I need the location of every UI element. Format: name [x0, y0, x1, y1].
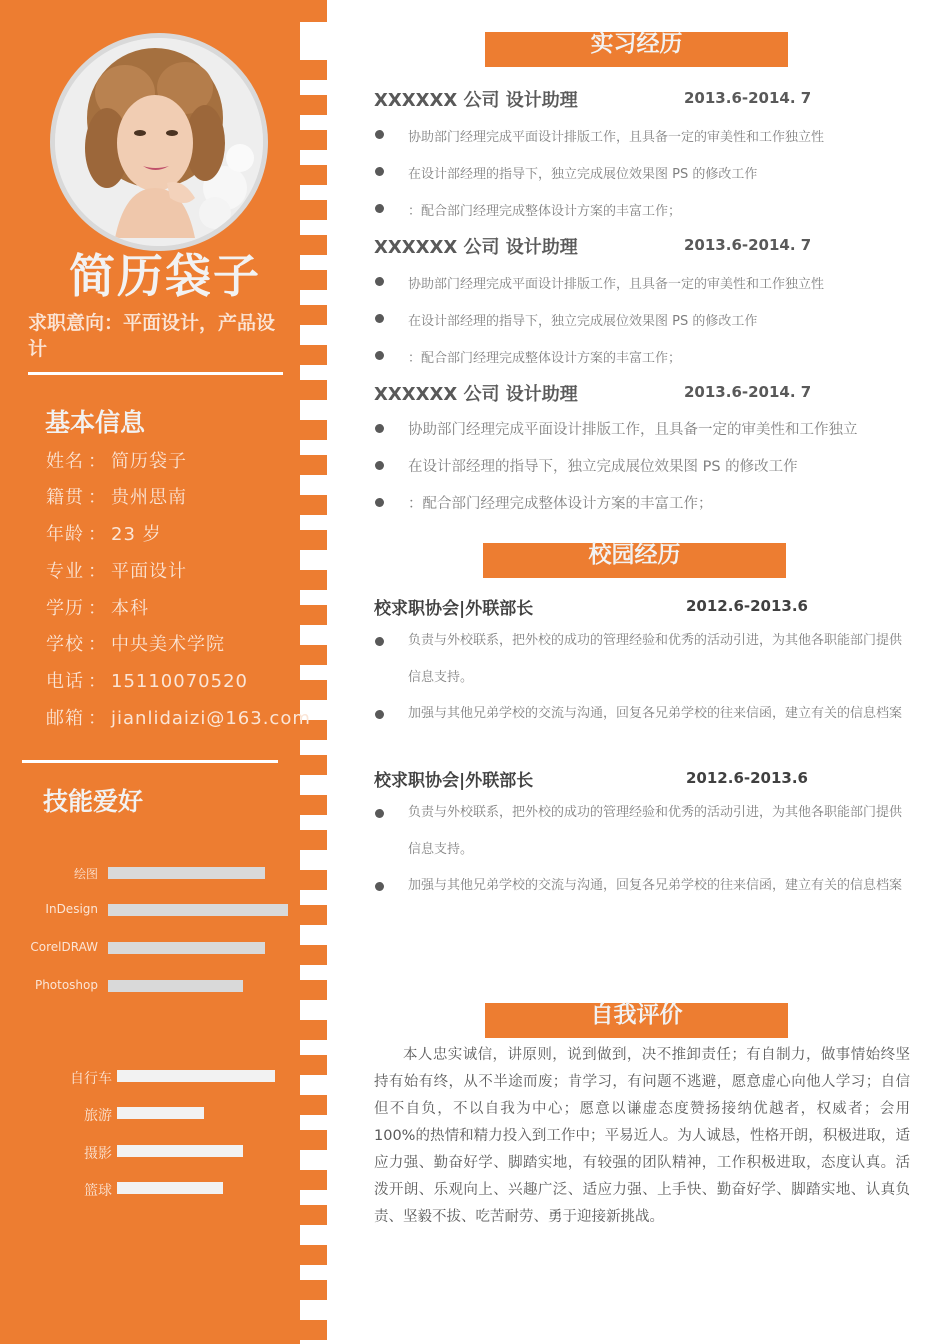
edge-notch [300, 605, 327, 625]
edge-notch [300, 495, 327, 515]
bullet-icon [375, 351, 384, 360]
job-title: XXXXXX 公司 设计助理 [374, 237, 578, 258]
bullet-icon [375, 882, 384, 891]
edge-notch [300, 380, 327, 400]
info-row-2 [46, 520, 162, 546]
job-date: 2013.6-2014. 7 [684, 89, 812, 107]
job-title: XXXXXX 公司 设计助理 [374, 90, 578, 111]
edge-notch [300, 1130, 327, 1150]
info-separator: ： [88, 598, 107, 619]
bullet-icon [375, 461, 384, 470]
info-label: 姓名 [46, 451, 84, 472]
info-label: 年龄 [46, 524, 84, 545]
info-label: 籍贯 [46, 487, 84, 508]
edge-notch [300, 980, 327, 1000]
edge-notch [300, 0, 327, 22]
skill-bar [108, 867, 265, 879]
hobby-bar [117, 1182, 223, 1194]
info-value: 本科 [111, 598, 149, 619]
bullet-text: ：配合部门经理完成整体设计方案的丰富工作； [408, 204, 682, 219]
edge-notch [300, 200, 327, 220]
hobby-label: 自行车 [70, 1071, 112, 1087]
info-row-7 [46, 704, 311, 730]
edge-notch [300, 830, 327, 850]
edge-notch [300, 870, 327, 890]
bullet-text: 在设计部经理的指导下，独立完成展位效果图 PS 的修改工作 [408, 167, 758, 182]
job-title: XXXXXX 公司 设计助理 [374, 384, 578, 405]
self-eval-text: 本人忠实诚信，讲原则，说到做到，决不推卸责任；有自制力，做事情始终坚持有始有终，从不半途而废；肯学习，有问题不逃避，愿意虚心向他人学习；自信但不自负，不以自我为中心；愿意以谦虚态度赞扬接纳优越者，权威者；会用 100%的热情和精力投入到工作中；平易近人。为人诚恳，性格开朗，积极进取，适应力强、勤奋好学、脚踏实地，有较强的团队精神，工作积极进取，态度认真。活泼开朗、乐观向上、兴趣广泛、适应力强、上手快、勤奋好学、脚踏实地、认真负责、坚毅不拔、吃苦耐劳、勇于迎接新挑战。 [374, 1047, 910, 1225]
bullet-icon [375, 167, 384, 176]
info-label: 专业 [46, 561, 84, 582]
info-value: 15110070520 [111, 671, 248, 692]
campus-date: 2012.6-2013.6 [686, 597, 808, 615]
skill-bar [108, 942, 265, 954]
info-value: 23 岁 [111, 524, 162, 545]
edge-notch [300, 530, 327, 550]
avatar [50, 33, 268, 251]
edge-notch [300, 1095, 327, 1115]
edge-notch [300, 1170, 327, 1190]
bullet-text: 协助部门经理完成平面设计排版工作，且具备一定的审美性和工作独立性 [408, 277, 825, 292]
info-row-3 [46, 557, 187, 583]
edge-notch [300, 305, 327, 325]
bullet-text: ：配合部门经理完成整体设计方案的丰富工作； [408, 496, 713, 512]
campus-title: 校求职协会|外联部长 [374, 771, 534, 791]
job-date: 2013.6-2014. 7 [684, 383, 812, 401]
portrait-image [55, 38, 263, 246]
edge-notch [300, 1280, 327, 1300]
campus-heading: 校园经历 [483, 543, 786, 578]
skill-label: InDesign [45, 902, 98, 916]
divider [22, 760, 278, 763]
edge-notch [300, 60, 327, 80]
edge-notch [300, 755, 327, 775]
job-intent: 求职意向：平面设计，产品设计 [28, 312, 276, 360]
skills-heading: 技能爱好 [43, 787, 144, 816]
skill-label: Photoshop [34, 978, 98, 992]
edge-notch [300, 905, 327, 925]
info-separator: ： [88, 634, 107, 655]
info-row-5 [46, 630, 225, 656]
info-value: 简历袋子 [111, 451, 187, 472]
hobby-bar [117, 1145, 243, 1157]
self-eval-heading: 自我评价 [485, 1003, 788, 1038]
edge-notch [300, 165, 327, 185]
bullet-icon [375, 424, 384, 433]
campus-date: 2012.6-2013.6 [686, 769, 808, 787]
edge-notch [300, 1320, 327, 1340]
bullet-text: 协助部门经理完成平面设计排版工作，且具备一定的审美性和工作独立性 [408, 130, 825, 145]
info-label: 学校 [46, 634, 84, 655]
edge-notch [300, 1245, 327, 1265]
bullet-text: 负责与外校联系，把外校的成功的管理经验和优秀的活动引进，为其他各职能部门提供信息支持。 [408, 633, 903, 685]
info-row-6 [46, 667, 248, 693]
skill-bar [108, 904, 288, 916]
info-row-1 [46, 483, 187, 509]
bullet-icon [375, 637, 384, 646]
info-separator: ： [88, 487, 107, 508]
info-separator: ： [88, 561, 107, 582]
info-row-4 [46, 594, 149, 620]
edge-notch [300, 570, 327, 590]
edge-notch [300, 680, 327, 700]
bullet-text: 协助部门经理完成平面设计排版工作，且具备一定的审美性和工作独立 [408, 422, 858, 438]
info-label: 电话 [46, 671, 84, 692]
campus-title: 校求职协会|外联部长 [374, 599, 534, 619]
bullet-icon [375, 498, 384, 507]
bullet-icon [375, 277, 384, 286]
edge-notch [300, 345, 327, 365]
basic-info-heading: 基本信息 [45, 408, 146, 437]
bullet-icon [375, 314, 384, 323]
edge-notch [300, 130, 327, 150]
edge-notch [300, 1205, 327, 1225]
info-label: 学历 [46, 598, 84, 619]
hobby-label: 旅游 [84, 1108, 112, 1124]
skill-bar [108, 980, 243, 992]
bullet-icon [375, 204, 384, 213]
info-label: 邮箱 [46, 708, 84, 729]
info-value: 中央美术学院 [111, 634, 225, 655]
info-separator: ： [88, 708, 107, 729]
edge-notch [300, 795, 327, 815]
bullet-icon [375, 710, 384, 719]
edge-notch [300, 455, 327, 475]
internship-heading: 实习经历 [485, 32, 788, 67]
info-value: 贵州思南 [111, 487, 187, 508]
bullet-text: 负责与外校联系，把外校的成功的管理经验和优秀的活动引进，为其他各职能部门提供信息支持。 [408, 805, 903, 857]
bullet-icon [375, 809, 384, 818]
edge-notch [300, 1055, 327, 1075]
candidate-name: 简历袋子 [69, 249, 261, 303]
divider [28, 372, 283, 375]
bullet-icon [375, 130, 384, 139]
edge-notch [300, 1020, 327, 1040]
notch-strip [300, 0, 327, 1344]
info-value: jianlidaizi@163.com [111, 708, 311, 729]
edge-notch [300, 945, 327, 965]
edge-notch [300, 420, 327, 440]
hobby-label: 摄影 [84, 1146, 112, 1162]
bullet-text: 加强与其他兄弟学校的交流与沟通，回复各兄弟学校的往来信函，建立有关的信息档案 [408, 706, 903, 721]
info-separator: ： [88, 451, 107, 472]
hobby-bar [117, 1070, 275, 1082]
info-separator: ： [88, 524, 107, 545]
skill-label: CorelDRAW [30, 940, 98, 954]
edge-notch [300, 645, 327, 665]
info-separator: ： [88, 671, 107, 692]
bullet-text: 在设计部经理的指导下，独立完成展位效果图 PS 的修改工作 [408, 459, 798, 475]
bullet-text: 加强与其他兄弟学校的交流与沟通，回复各兄弟学校的往来信函，建立有关的信息档案 [408, 878, 903, 893]
info-row-0 [46, 447, 187, 473]
info-value: 平面设计 [111, 561, 187, 582]
bullet-text: ：配合部门经理完成整体设计方案的丰富工作； [408, 351, 682, 366]
skill-label: 绘图 [73, 867, 98, 881]
bullet-text: 在设计部经理的指导下，独立完成展位效果图 PS 的修改工作 [408, 314, 758, 329]
edge-notch [300, 95, 327, 115]
hobby-label: 篮球 [84, 1183, 112, 1199]
job-date: 2013.6-2014. 7 [684, 236, 812, 254]
hobby-bar [117, 1107, 204, 1119]
